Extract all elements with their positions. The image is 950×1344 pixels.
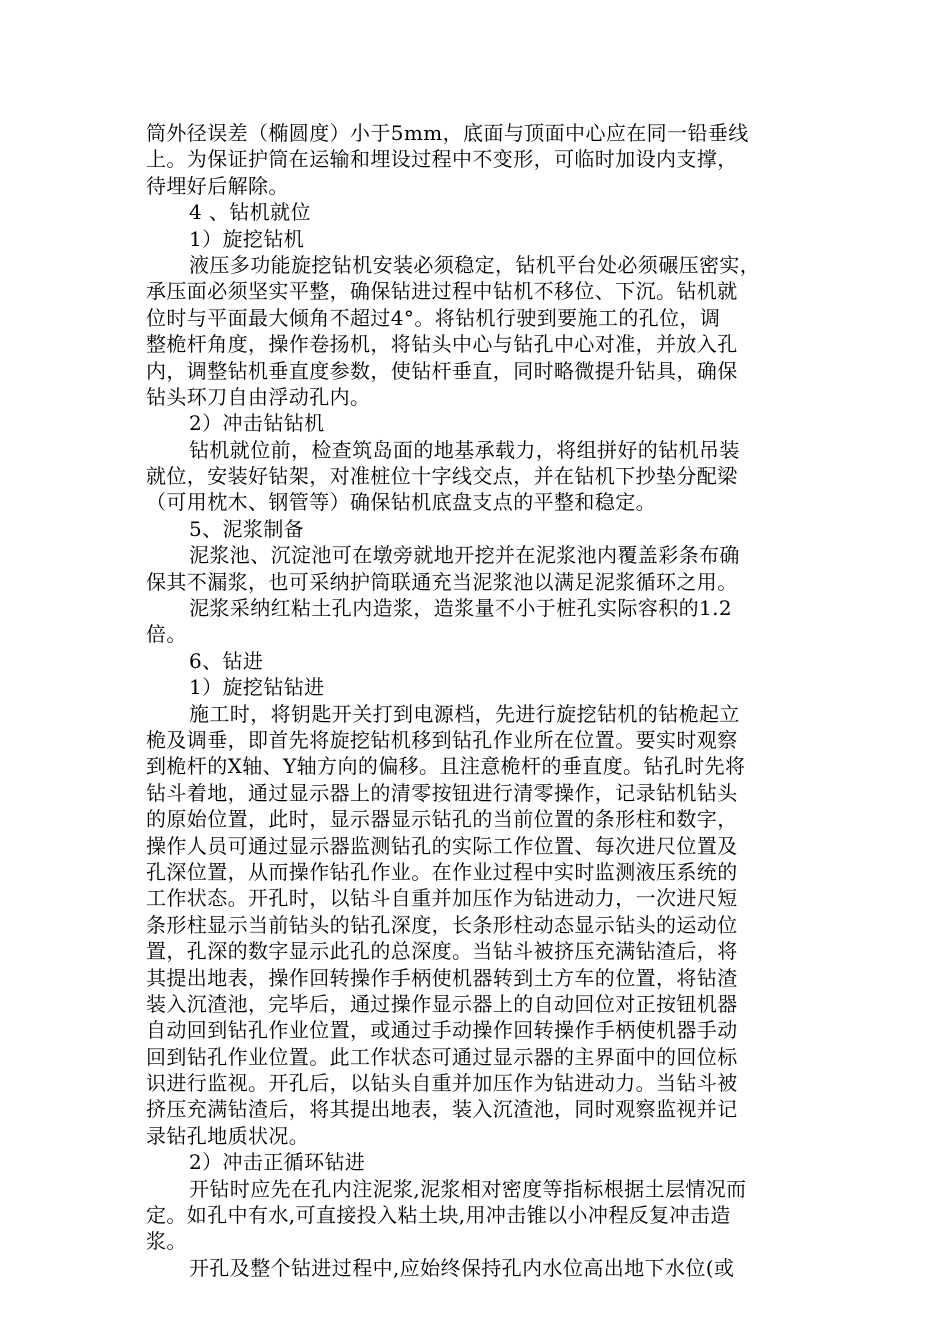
- text-line: 4 、钻机就位: [189, 200, 311, 225]
- text-line: 置，孔深的数字显示此孔的总深度。当钻斗被挤压充满钻渣后，将: [146, 939, 738, 964]
- text-line: 2）冲击钻钻机: [189, 411, 325, 436]
- text-line: 识进行监视。开孔后，以钻头自重并加压作为钻进动力。当钻斗被: [146, 1071, 738, 1096]
- text-line: 开钻时应先在孔内注泥浆,泥浆相对密度等指标根据土层情况而: [189, 1176, 747, 1201]
- text-line: 定。如孔中有水,可直接投入粘土块,用冲击锥以小冲程反复冲击造: [146, 1203, 731, 1228]
- text-line: 钻头环刀自由浮动孔内。: [146, 384, 371, 409]
- text-line: 5、泥浆制备: [189, 516, 305, 541]
- text-line: 自动回到钻孔作业位置，或通过手动操作回转操作手柄使机器手动: [146, 1018, 738, 1043]
- text-line: 工作状态。开孔时，以钻斗自重并加压作为钻进动力，一次进尺短: [146, 886, 738, 911]
- text-line: 倍。: [146, 622, 187, 647]
- text-line: 泥浆采纳红粘土孔内造浆，造浆量不小于桩孔实际容积的1.2: [189, 596, 733, 621]
- text-line: 待埋好后解除。: [146, 173, 289, 198]
- text-line: 挤压充满钻渣后，将其提出地表，装入沉渣池，同时观察监视并记: [146, 1097, 738, 1122]
- text-line: 钻机就位前，检查筑岛面的地基承载力，将组拼好的钻机吊装: [189, 437, 740, 462]
- text-line: 位时与平面最大倾角不超过4°。将钻机行驶到要施工的孔位，调: [146, 305, 721, 330]
- document-page: [146, 120, 806, 1281]
- text-line: （可用枕木、钢管等）确保钻机底盘支点的平整和稳定。: [146, 490, 656, 515]
- text-line: 2）冲击正循环钻进: [189, 1150, 366, 1175]
- text-line: 6、钻进: [189, 648, 264, 673]
- text-line: 筒外径误差（椭圆度）小于5mm，底面与顶面中心应在同一铅垂线: [146, 121, 749, 145]
- text-line: 保其不漏浆，也可采纳护筒联通充当泥浆池以满足泥浆循环之用。: [146, 569, 738, 594]
- text-line: 整桅杆角度，操作卷扬机，将钻头中心与钻孔中心对准，并放入孔: [146, 332, 738, 357]
- text-line: 上。为保证护筒在运输和埋设过程中不变形，可临时加设内支撑，: [146, 147, 738, 172]
- text-line: 条形柱显示当前钻头的钻孔深度，长条形柱动态显示钻头的运动位: [146, 912, 738, 937]
- text-line: 泥浆池、沉淀池可在墩旁就地开挖并在泥浆池内覆盖彩条布确: [189, 543, 740, 568]
- text-line: 承压面必须坚实平整，确保钻进过程中钻机不移位、下沉。钻机就: [146, 279, 738, 304]
- text-line: 浆。: [146, 1229, 187, 1254]
- text-line: 开孔及整个钻进过程中,应始终保持孔内水位高出地下水位(或: [189, 1255, 735, 1280]
- text-line: 1）旋挖钻机: [189, 226, 305, 251]
- text-line: 孔深位置，从而操作钻孔作业。在作业过程中实时监测液压系统的: [146, 859, 738, 884]
- text-line: 录钻孔地质状况。: [146, 1123, 310, 1148]
- text-line: 施工时，将钥匙开关打到电源档，先进行旋挖钻机的钻桅起立: [189, 701, 740, 726]
- text-line: 就位，安装好钻架，对准桩位十字线交点，并在钻机下抄垫分配梁: [146, 464, 738, 489]
- text-line: 液压多功能旋挖钻机安装必须稳定，钻机平台处必须碾压密实，: [189, 252, 761, 277]
- text-line: 装入沉渣池，完毕后，通过操作显示器上的自动回位对正按钮机器: [146, 991, 738, 1016]
- text-line: 的原始位置，此时，显示器显示钻孔的当前位置的条形柱和数字，: [146, 807, 738, 832]
- text-line: 操作人员可通过显示器监测钻孔的实际工作位置、每次进尺位置及: [146, 833, 738, 858]
- text-line: 桅及调垂，即首先将旋挖钻机移到钻孔作业所在位置。要实时观察: [146, 727, 738, 752]
- text-line: 1）旋挖钻钻进: [189, 675, 325, 700]
- text-line: 到桅杆的X轴、Y轴方向的偏移。且注意桅杆的垂直度。钻孔时先将: [146, 754, 746, 779]
- text-line: 内，调整钻机垂直度参数，使钻杆垂直，同时略微提升钻具，确保: [146, 358, 738, 383]
- text-line: 钻斗着地，通过显示器上的清零按钮进行清零操作，记录钻机钻头: [146, 780, 738, 805]
- text-line: 其提出地表，操作回转操作手柄使机器转到土方车的位置，将钻渣: [146, 965, 738, 990]
- text-line: 回到钻孔作业位置。此工作状态可通过显示器的主界面中的回位标: [146, 1044, 738, 1069]
